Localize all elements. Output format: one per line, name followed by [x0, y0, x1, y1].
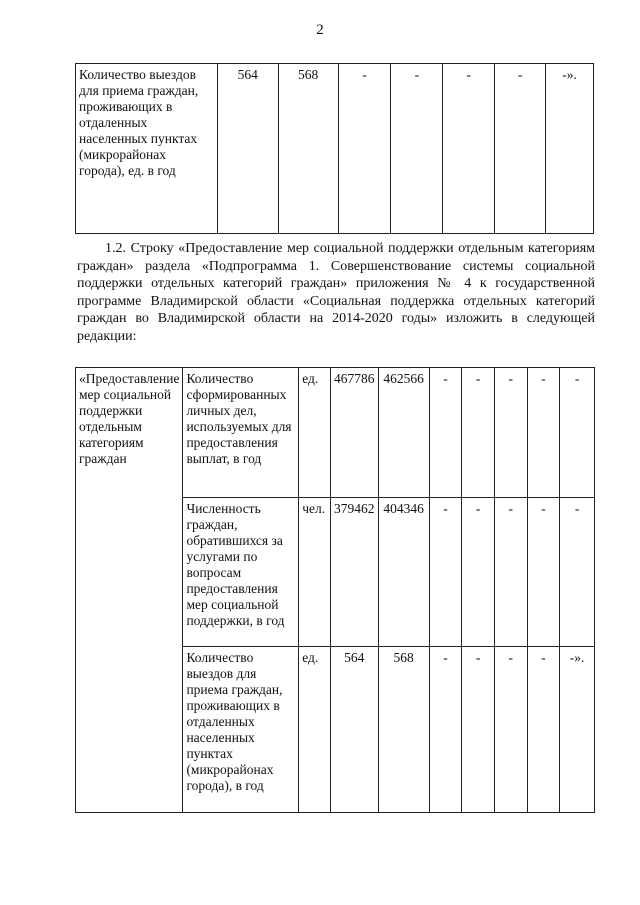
table-continuation [75, 63, 594, 234]
table-row [76, 64, 594, 234]
value-cell: 568 [278, 64, 338, 234]
value-cell: - [527, 647, 560, 813]
value-cell: 564 [217, 64, 278, 234]
amendment-paragraph [77, 240, 595, 346]
value-cell: - [429, 498, 462, 647]
unit-cell: ед. [299, 368, 331, 498]
value-cell: 568 [378, 647, 429, 813]
value-cell: - [560, 368, 595, 498]
paragraph-text: 1.2. Строку «Предоставление мер социальной поддержки отдельным категориям граждан» раздела «Подпрограмма 1. Совершенствование системы социальной поддержки отдельных категорий граждан» приложения № 4 к государственной программе Владимирской области «Социальная поддержка отдельных категорий граждан во Владимирской области на 2014-2020 годы» изложить в следующей редакции: [77, 241, 595, 344]
value-cell: - [527, 368, 560, 498]
unit-cell: ед. [299, 647, 331, 813]
table-row [76, 368, 595, 498]
page-number: 2 [316, 22, 324, 38]
value-cell: 404346 [378, 498, 429, 647]
value-cell: - [391, 64, 443, 234]
value-cell: - [443, 64, 495, 234]
value-cell: 467786 [330, 368, 378, 498]
value-cell: - [462, 368, 495, 498]
group-label: «Предоставление мер социальной поддержки отдельным категориям граждан [76, 368, 183, 813]
value-cell: - [429, 368, 462, 498]
value-cell: -». [546, 64, 594, 234]
value-cell: - [527, 498, 560, 647]
value-cell: - [429, 647, 462, 813]
value-cell: -». [560, 647, 595, 813]
value-cell: - [560, 498, 595, 647]
value-cell: - [495, 64, 546, 234]
value-cell: - [494, 368, 527, 498]
value-cell: - [494, 647, 527, 813]
table-amended-row [75, 367, 595, 813]
value-cell: 379462 [330, 498, 378, 647]
value-cell: 462566 [378, 368, 429, 498]
value-cell: 564 [330, 647, 378, 813]
indicator-label: Количество выездов для приема граждан, проживающих в отдаленных населенных пунктах (микрорайонах города), ед. в год [76, 64, 218, 234]
value-cell: - [462, 647, 495, 813]
value-cell: - [494, 498, 527, 647]
indicator-label: Количество сформированных личных дел, используемых для предоставления выплат, в год [183, 368, 299, 498]
indicator-label: Количество выездов для приема граждан, проживающих в отдаленных населенных пунктах (микрорайонах города), в год [183, 647, 299, 813]
indicator-label: Численность граждан, обратившихся за услугами по вопросам предоставления мер социальной поддержки, в год [183, 498, 299, 647]
value-cell: - [338, 64, 391, 234]
value-cell: - [462, 498, 495, 647]
unit-cell: чел. [299, 498, 331, 647]
